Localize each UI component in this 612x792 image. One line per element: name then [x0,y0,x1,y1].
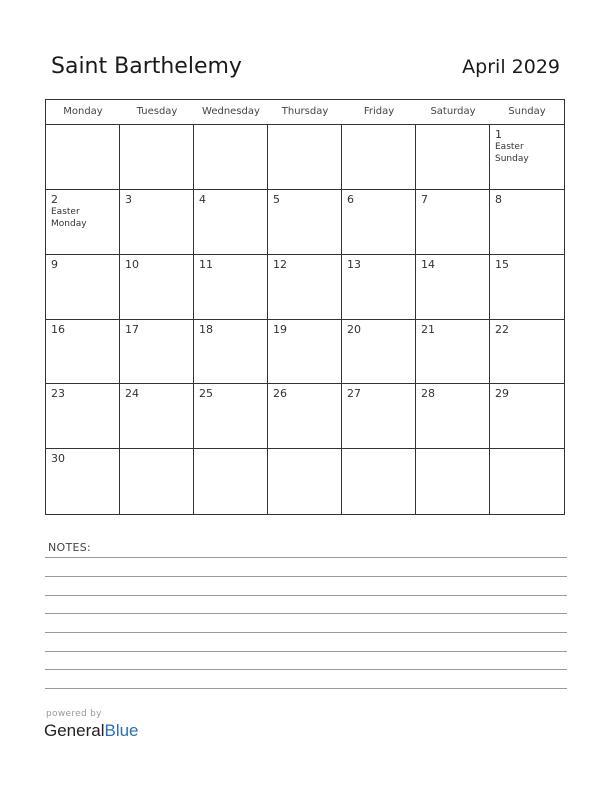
day-number: 21 [421,322,435,336]
brand-blue: Blue [104,721,139,740]
note-line [45,557,567,558]
day-number: 8 [495,192,502,206]
day-cell [46,320,120,385]
weekday-header: Wednesday [202,106,260,117]
day-cell [416,255,490,320]
notes-label: NOTES: [48,541,92,554]
weekday-header-row [46,100,564,125]
day-cell [120,384,194,449]
day-cell [342,190,416,255]
day-cell [120,449,194,514]
day-number: 12 [273,257,287,271]
day-cell [416,384,490,449]
note-line [45,576,567,577]
calendar-month-title: April 2029 [462,56,560,78]
day-number: 28 [421,387,435,401]
calendar-grid [46,125,564,514]
day-cell [194,449,268,514]
brand-general: General [44,721,105,740]
note-line [45,595,567,596]
day-cell [194,255,268,320]
day-cell [46,384,120,449]
day-cell [194,320,268,385]
day-number: 10 [125,257,139,271]
day-cell [416,449,490,514]
day-number: 9 [51,257,58,271]
day-cell [120,190,194,255]
day-number: 5 [273,192,280,206]
day-cell [342,320,416,385]
day-number: 24 [125,387,139,401]
day-number: 17 [125,322,139,336]
day-cell [490,190,564,255]
day-number: 14 [421,257,435,271]
day-cell [342,449,416,514]
day-cell [490,255,564,320]
day-cell [342,255,416,320]
day-cell [268,320,342,385]
note-line [45,669,567,670]
day-cell [268,125,342,190]
day-number: 11 [199,257,213,271]
weekday-header: Thursday [281,106,329,117]
day-cell [416,125,490,190]
day-number: 26 [273,387,287,401]
day-cell [120,125,194,190]
note-line [45,688,567,689]
note-line [45,613,567,614]
holiday-label: Easter Monday [51,206,87,229]
day-cell [46,255,120,320]
day-number: 13 [347,257,361,271]
day-number: 6 [347,192,354,206]
day-number: 7 [421,192,428,206]
day-cell [268,449,342,514]
day-number: 4 [199,192,206,206]
day-cell [268,255,342,320]
day-number: 27 [347,387,361,401]
day-number: 29 [495,387,509,401]
day-cell [120,320,194,385]
day-cell [490,125,564,190]
generalblue-logo [44,721,139,741]
day-number: 3 [125,192,132,206]
day-cell [120,255,194,320]
day-cell [268,190,342,255]
day-number: 18 [199,322,213,336]
day-cell [490,320,564,385]
weekday-header: Saturday [430,106,476,117]
day-cell [46,190,120,255]
calendar-country-title: Saint Barthelemy [51,54,242,79]
day-cell [490,449,564,514]
holiday-label: Easter Sunday [495,142,529,164]
day-number: 16 [51,322,65,336]
day-cell [194,384,268,449]
day-number: 20 [347,322,361,336]
day-cell [194,190,268,255]
powered-by-text: powered by [46,709,102,719]
weekday-header: Monday [63,106,103,117]
day-number: 1 [495,128,502,141]
day-number: 22 [495,322,509,336]
weekday-header: Tuesday [136,106,178,117]
note-line [45,632,567,633]
day-cell [416,190,490,255]
day-number: 2 [51,192,58,206]
day-cell [416,320,490,385]
day-number: 23 [51,387,65,401]
day-number: 15 [495,257,509,271]
day-number: 19 [273,322,287,336]
day-cell [268,384,342,449]
day-number: 25 [199,387,213,401]
day-cell [194,125,268,190]
weekday-header: Friday [363,106,395,117]
day-cell [342,125,416,190]
day-number: 30 [51,452,65,466]
day-cell [46,125,120,190]
calendar-table [45,99,565,515]
day-cell [490,384,564,449]
weekday-header: Sunday [508,106,546,117]
note-line [45,651,567,652]
day-cell [46,449,120,514]
day-cell [342,384,416,449]
